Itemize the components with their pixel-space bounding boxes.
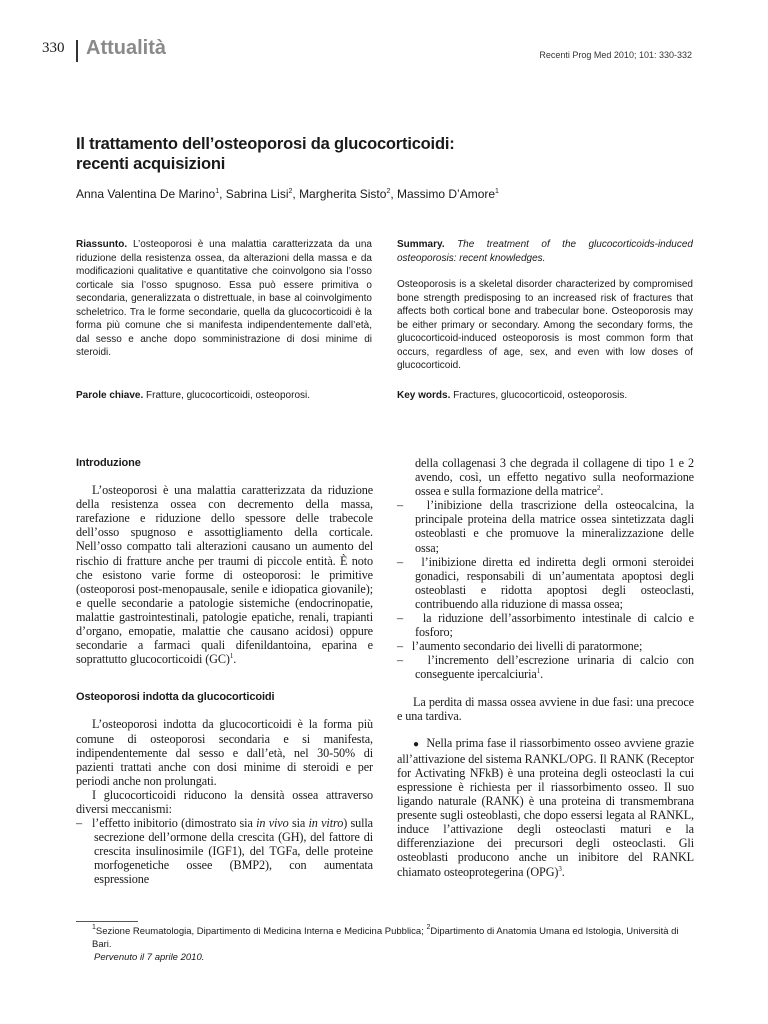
section-heading: Osteoporosi indotta da glucocorticoidi (76, 691, 275, 704)
page-number: 330 (42, 40, 65, 56)
keywords-english (397, 390, 693, 401)
list-item: – l’incremento dell’escrezione urinaria di calcio con conseguente ipercalciuria$^1$. (397, 653, 694, 682)
paragraph: La perdita di massa ossea avviene in due fasi: una precoce e una tardiva. (397, 694, 694, 723)
article-title (76, 134, 696, 174)
list-dash: – (397, 498, 403, 513)
abstract-text: L’osteoporosi è una malattia caratterizzata da una riduzione della resistenza ossea, da alterazioni della massa e da modificazioni qualitative e quantitative che coinvolgono sia l’osso corticale sia l’osso spugnoso. Essa può essere primitiva o secondaria, generalizzata o distrettuale, in base al coinvolgimento scheletrico. Tra le forme secondarie, quella da glucocorticoidi è la forma più comune che si manifesta indipendentemente dall’età, dal sesso e anche dopo somministrazione di dosi minime di steroidi. (76, 239, 372, 358)
author-list: Anna Valentina De Marino$^1$, Sabrina Lisi$^2$, Margherita Sisto$^2$, Massimo D’Amore$^1$ (76, 187, 499, 201)
list-item (397, 555, 694, 611)
list-text-italic: in vitro (308, 816, 344, 831)
section-title: Attualità (86, 37, 166, 59)
paragraph: L’osteoporosi è una malattia caratterizzata da riduzione della resistenza ossea con decremento della massa, rarefazione e riduzione dello spessore delle trabecole dell’osso spugnoso e assottigliamento della corticale. Nell’osso compatto tali alterazioni causano un aumento del rischio di fratture anche per traumi di piccole entità. È noto che esistono varie forme di osteoporosi: le primitive (osteoporosi post-menopausale, senile e idiopatica giovanile); e quelle secondarie a patologie sistemiche (endocrinopatie, malattie gastrointestinali, patologie epatiche, renali, trapianti d’organo, emopatie, malattie che causano acidosi) oppure secondarie a farmaci quali difenildantoina, eparina e soprattutto glucocorticoidi (GC)$^1$. (76, 483, 373, 667)
affiliations (92, 925, 694, 951)
body-column-left (76, 456, 373, 887)
summary-text: Osteoporosis is a skeletal disorder characterized by compromised bone strength predisposing to an increased risk of fractures that affects both cortical bone and trabecular bone. Osteoporosis may be either primary or secondary. Among the secondary forms, the glucocorticoid-induced osteoporosis is most common form that occurs, regardless of age, sex, and even with low doses of glucocorticoid. (397, 279, 693, 371)
abstract-english (397, 238, 693, 373)
author-name: Sabrina Lisi (225, 187, 289, 201)
journal-reference: Recenti Prog Med 2010; 101: 330-332 (539, 50, 692, 60)
list-text: l’effetto inibitorio (dimostrato sia (91, 816, 257, 831)
list-dash: – (397, 611, 403, 626)
list-item-continuation: della collagenasi 3 che degrada il collagene di tipo 1 e 2 avendo, così, un effetto negativo sulla neoformazione ossea e sulla formazione della matrice$^2$. (415, 456, 694, 499)
list-text: l’inibizione della trascrizione della osteocalcina, la principale proteina della matrice ossea sintetizzata dagli osteoblasti e che promuove la mineralizzazione delle ossa; (415, 498, 695, 555)
list-item (397, 611, 694, 639)
list-dash: – (76, 816, 82, 831)
list-text-italic: in vivo (256, 816, 289, 831)
section-heading: Introduzione (76, 457, 141, 469)
affiliation-number: 2 (426, 924, 431, 931)
abstract-label: Riassunto. (76, 239, 128, 250)
reference-number: 1 (536, 667, 541, 676)
list-text: l’inibizione diretta ed indiretta degli ormoni steroidei gonadici, responsabili di un’aumentata apoptosi degli osteoblasti e ridotta apoptosi degli osteoclasti, contribuendo alla riduzione di massa ossea; (415, 554, 694, 611)
reference-number: 3 (558, 864, 562, 873)
paragraph-text: L’osteoporosi è una malattia caratterizzata da riduzione della resistenza ossea con decremento della massa, rarefazione e riduzione dello spessore delle trabecole dell’osso spugnoso e assottigliamento della corticale. Nell’osso compatto tali alterazioni causano un aumento del rischio di fratture anche per traumi di piccole entità. È noto che esistono varie forme di osteoporosi: le primitive (osteoporosi post-menopausale, senile e idiopatica giovanile); e quelle secondarie a patologie sistemiche (endocrinopatie, malattie gastrointestinali, patologie epatiche, renali, trapianti d’organo, emopatie, malattie che causano acidosi) oppure secondarie a farmaci quali difenildantoina, eparina e soprattutto glucocorticoidi (GC) (76, 483, 373, 667)
list-text: l’aumento secondario dei livelli di paratormone; (411, 639, 643, 654)
author-name: Margherita Sisto (299, 187, 387, 201)
paragraph: I glucocorticoidi riducono la densità ossea attraverso diversi meccanismi: (76, 787, 373, 816)
keywords-label: Parole chiave. (76, 390, 144, 401)
author-affiliation: 1 (215, 188, 220, 195)
body-column-right (397, 456, 694, 879)
list-dash: – (397, 639, 403, 654)
footnote-rule (76, 921, 138, 922)
footnote (94, 925, 694, 964)
received-date: Pervenuto il 7 aprile 2010. (94, 952, 205, 963)
title-line-2: recenti acquisizioni (76, 155, 226, 173)
keywords-label: Key words. (397, 390, 451, 401)
list-item (76, 816, 373, 886)
list-item (397, 639, 694, 653)
affiliation-text: Sezione Reumatologia, Dipartimento di Medicina Interna e Medicina Pubblica; (95, 926, 427, 937)
list-text: sia (288, 816, 309, 831)
abstract-italian (76, 238, 372, 360)
list-text: della collagenasi 3 che degrada il collagene di tipo 1 e 2 avendo, così, un effetto negativo sulla neoformazione ossea e sulla formazione della matrice (415, 456, 694, 499)
list-text: la riduzione dell’assorbimento intestinale di calcio e fosforo; (415, 611, 694, 640)
list-dash: – (397, 653, 403, 668)
author-affiliation: 2 (386, 188, 391, 195)
bullet-dot-icon: ● (413, 738, 420, 750)
keywords-text: Fratture, glucocorticoidi, osteoporosi. (146, 390, 311, 401)
title-line-1: Il trattamento dell’osteoporosi da glucocorticoidi: (76, 135, 455, 153)
summary-label: Summary. (397, 239, 445, 250)
list-text: l’incremento dell’escrezione urinaria di calcio con conseguente ipercalciuria (415, 653, 694, 682)
author-name: Anna Valentina De Marino (76, 187, 216, 201)
keywords-italian (76, 390, 372, 401)
summary-title: The treatment of the glucocorticoids-induced osteoporosis: recent knowledges. (397, 239, 693, 264)
reference-number: 1 (229, 652, 234, 661)
list-dash: – (397, 554, 403, 569)
keywords-text: Fractures, glucocorticoid, osteoporosis. (453, 390, 628, 401)
header-divider (76, 40, 78, 62)
paragraph: ● Nella prima fase il riassorbimento osseo avviene grazie all’attivazione del sistema RANKL/OPG. Il RANK (Receptor for Activating NFkB) è una proteina degli osteoclasti la cui espressione è richiesta per il riassorbimento osseo. Il suo ligando naturale (RANK) è una proteina di transmembrana presente sugli osteoblasti, che dopo essersi legata al RANKL, induce l’attivazione degli osteoclasti maturi e la differenziazione dei precursori degli osteoclasti. Gli osteoblasti producono anche un inibitore del RANKL chiamato osteoprotegerina (OPG)$^3$. (397, 735, 694, 879)
author-name: Massimo D’Amore (397, 187, 496, 201)
author-affiliation: 1 (495, 188, 499, 195)
paragraph-text: Nella prima fase il riassorbimento osseo avviene grazie all’attivazione del sistema RANKL/OPG. Il RANK (Receptor for Activating NFkB) è una proteina degli osteoclasti la cui espressione è richiesta per il riassorbimento osseo. Il suo ligando naturale (RANK) è una proteina di transmembrana presente sugli osteoblasti, che dopo essersi legata al RANKL, induce l’attivazione degli osteoclasti maturi e la differenziazione dei precursori degli osteoclasti. Gli osteoblasti producono anche un inibitore del RANKL chiamato osteoprotegerina (OPG) (397, 735, 694, 879)
list-text: ) sulla secrezione dell’ormone della crescita (GH), del fattore di crescita insulinosimile (IGF1), del TGFa, delle proteine morfogenetiche ossee (BMP2), con aumentata espressione (94, 816, 373, 887)
list-item (397, 498, 694, 554)
affiliation-text: Dipartimento di Anatomia Umana ed Istologia, Università di Bari. (92, 926, 679, 950)
author-affiliation: 2 (288, 188, 293, 195)
affiliation-number: 1 (92, 924, 96, 931)
paragraph: L’osteoporosi indotta da glucocorticoidi è la forma più comune di osteoporosi secondaria e si manifesta, indipendentemente dal sesso e dall’età, nel 30-50% di pazienti trattati anche con dosi minime di steroidi e per periodi anche non prolungati. (76, 717, 373, 788)
reference-number: 2 (596, 484, 601, 493)
